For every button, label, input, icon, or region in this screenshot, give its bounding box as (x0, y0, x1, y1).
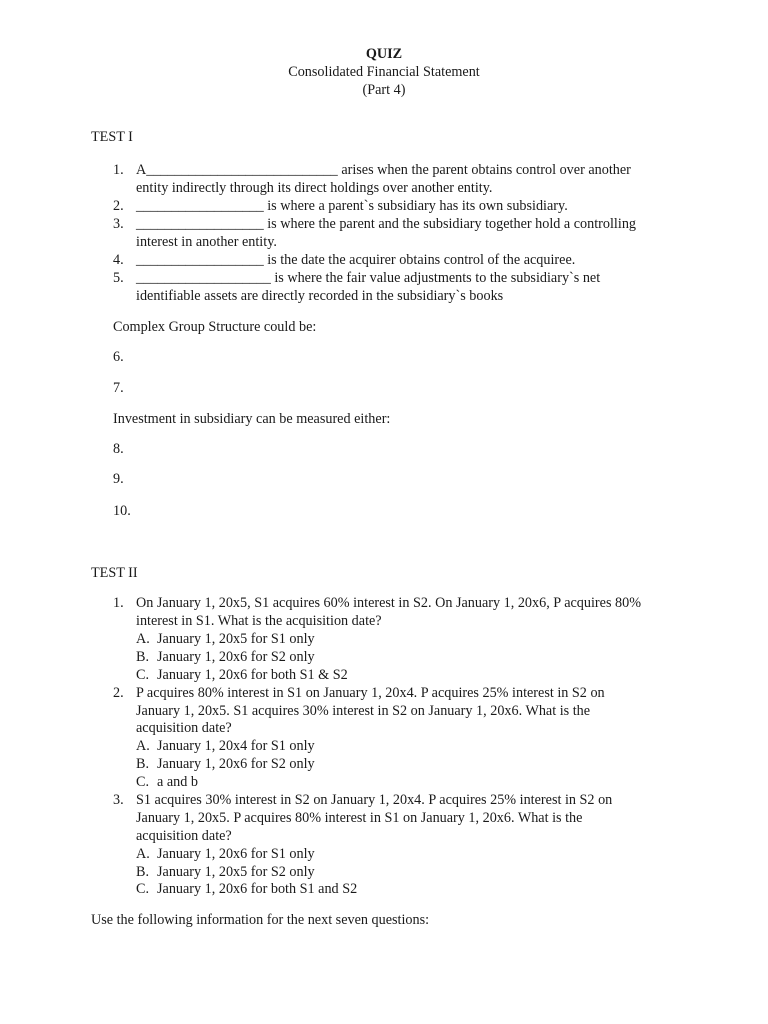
choice-letter: C. (136, 881, 150, 897)
test1-item-number: 3. (113, 216, 124, 232)
test1-item-text: entity indirectly through its direct holdings over another entity. (136, 180, 493, 196)
test2-question-text: January 1, 20x5. P acquires 80% interest in S1 on January 1, 20x6. What is the (136, 810, 583, 826)
choice-letter: A. (136, 631, 150, 647)
choice-letter: B. (136, 649, 150, 665)
choice-text: January 1, 20x6 for S2 only (157, 649, 315, 665)
test1-item-number: 5. (113, 270, 124, 286)
test2-question-text: acquisition date? (136, 828, 232, 844)
question-7-number: 7. (113, 380, 124, 396)
choice-text: January 1, 20x6 for both S1 and S2 (157, 881, 358, 897)
choice-text: January 1, 20x4 for S1 only (157, 738, 315, 754)
test1-item-number: 1. (113, 162, 124, 178)
choice-text: January 1, 20x6 for both S1 & S2 (157, 667, 348, 683)
test2-heading: TEST II (91, 565, 138, 581)
test2-question-number: 1. (113, 595, 124, 611)
choice-letter: B. (136, 756, 150, 772)
test1-heading: TEST I (91, 129, 133, 145)
test2-question-number: 3. (113, 792, 124, 808)
test2-question-number: 2. (113, 685, 124, 701)
choice-letter: C. (136, 774, 150, 790)
test1-item-number: 4. (113, 252, 124, 268)
test1-item-text: __________________ is where a parent`s subsidiary has its own subsidiary. (136, 198, 568, 214)
quiz-subtitle: Consolidated Financial Statement (288, 64, 480, 80)
test2-question-text: P acquires 80% interest in S1 on January 1, 20x4. P acquires 25% interest in S2 on (136, 685, 605, 701)
footer-instruction: Use the following information for the next seven questions: (91, 912, 430, 928)
choice-letter: A. (136, 846, 150, 862)
test2-question-text: S1 acquires 30% interest in S2 on January 1, 20x4. P acquires 25% interest in S2 on (136, 792, 613, 808)
question-8-number: 8. (113, 441, 124, 457)
test1-item-text: interest in another entity. (136, 234, 277, 250)
question-10-number: 10. (113, 503, 131, 519)
test1-item-text: ___________________ is where the fair value adjustments to the subsidiary`s net (136, 270, 601, 286)
question-9-number: 9. (113, 471, 124, 487)
investment-label: Investment in subsidiary can be measured either: (113, 411, 391, 427)
quiz-title: QUIZ (365, 46, 403, 62)
choice-text: January 1, 20x6 for S2 only (157, 756, 315, 772)
choice-text: January 1, 20x6 for S1 only (157, 846, 315, 862)
choice-text: January 1, 20x5 for S1 only (157, 631, 315, 647)
test1-item-text: A___________________________ arises when the parent obtains control over another (136, 162, 631, 178)
choice-text: January 1, 20x5 for S2 only (157, 864, 315, 880)
quiz-part: (Part 4) (362, 82, 406, 98)
test1-item-number: 2. (113, 198, 124, 214)
test2-question-text: On January 1, 20x5, S1 acquires 60% interest in S2. On January 1, 20x6, P acquires 80% (136, 595, 642, 611)
test2-question-text: acquisition date? (136, 720, 232, 736)
test1-item-text: __________________ is the date the acquirer obtains control of the acquiree. (136, 252, 576, 268)
test1-item-text: __________________ is where the parent and the subsidiary together hold a controlling (136, 216, 637, 232)
test2-question-text: January 1, 20x5. S1 acquires 30% interest in S2 on January 1, 20x6. What is the (136, 703, 591, 719)
choice-letter: B. (136, 864, 150, 880)
test1-item-text: identifiable assets are directly recorded in the subsidiary`s books (136, 288, 504, 304)
complex-group-label: Complex Group Structure could be: (113, 319, 317, 335)
question-6-number: 6. (113, 349, 124, 365)
choice-letter: C. (136, 667, 150, 683)
choice-letter: A. (136, 738, 150, 754)
choice-text: a and b (157, 774, 198, 790)
test2-question-text: interest in S1. What is the acquisition date? (136, 613, 382, 629)
